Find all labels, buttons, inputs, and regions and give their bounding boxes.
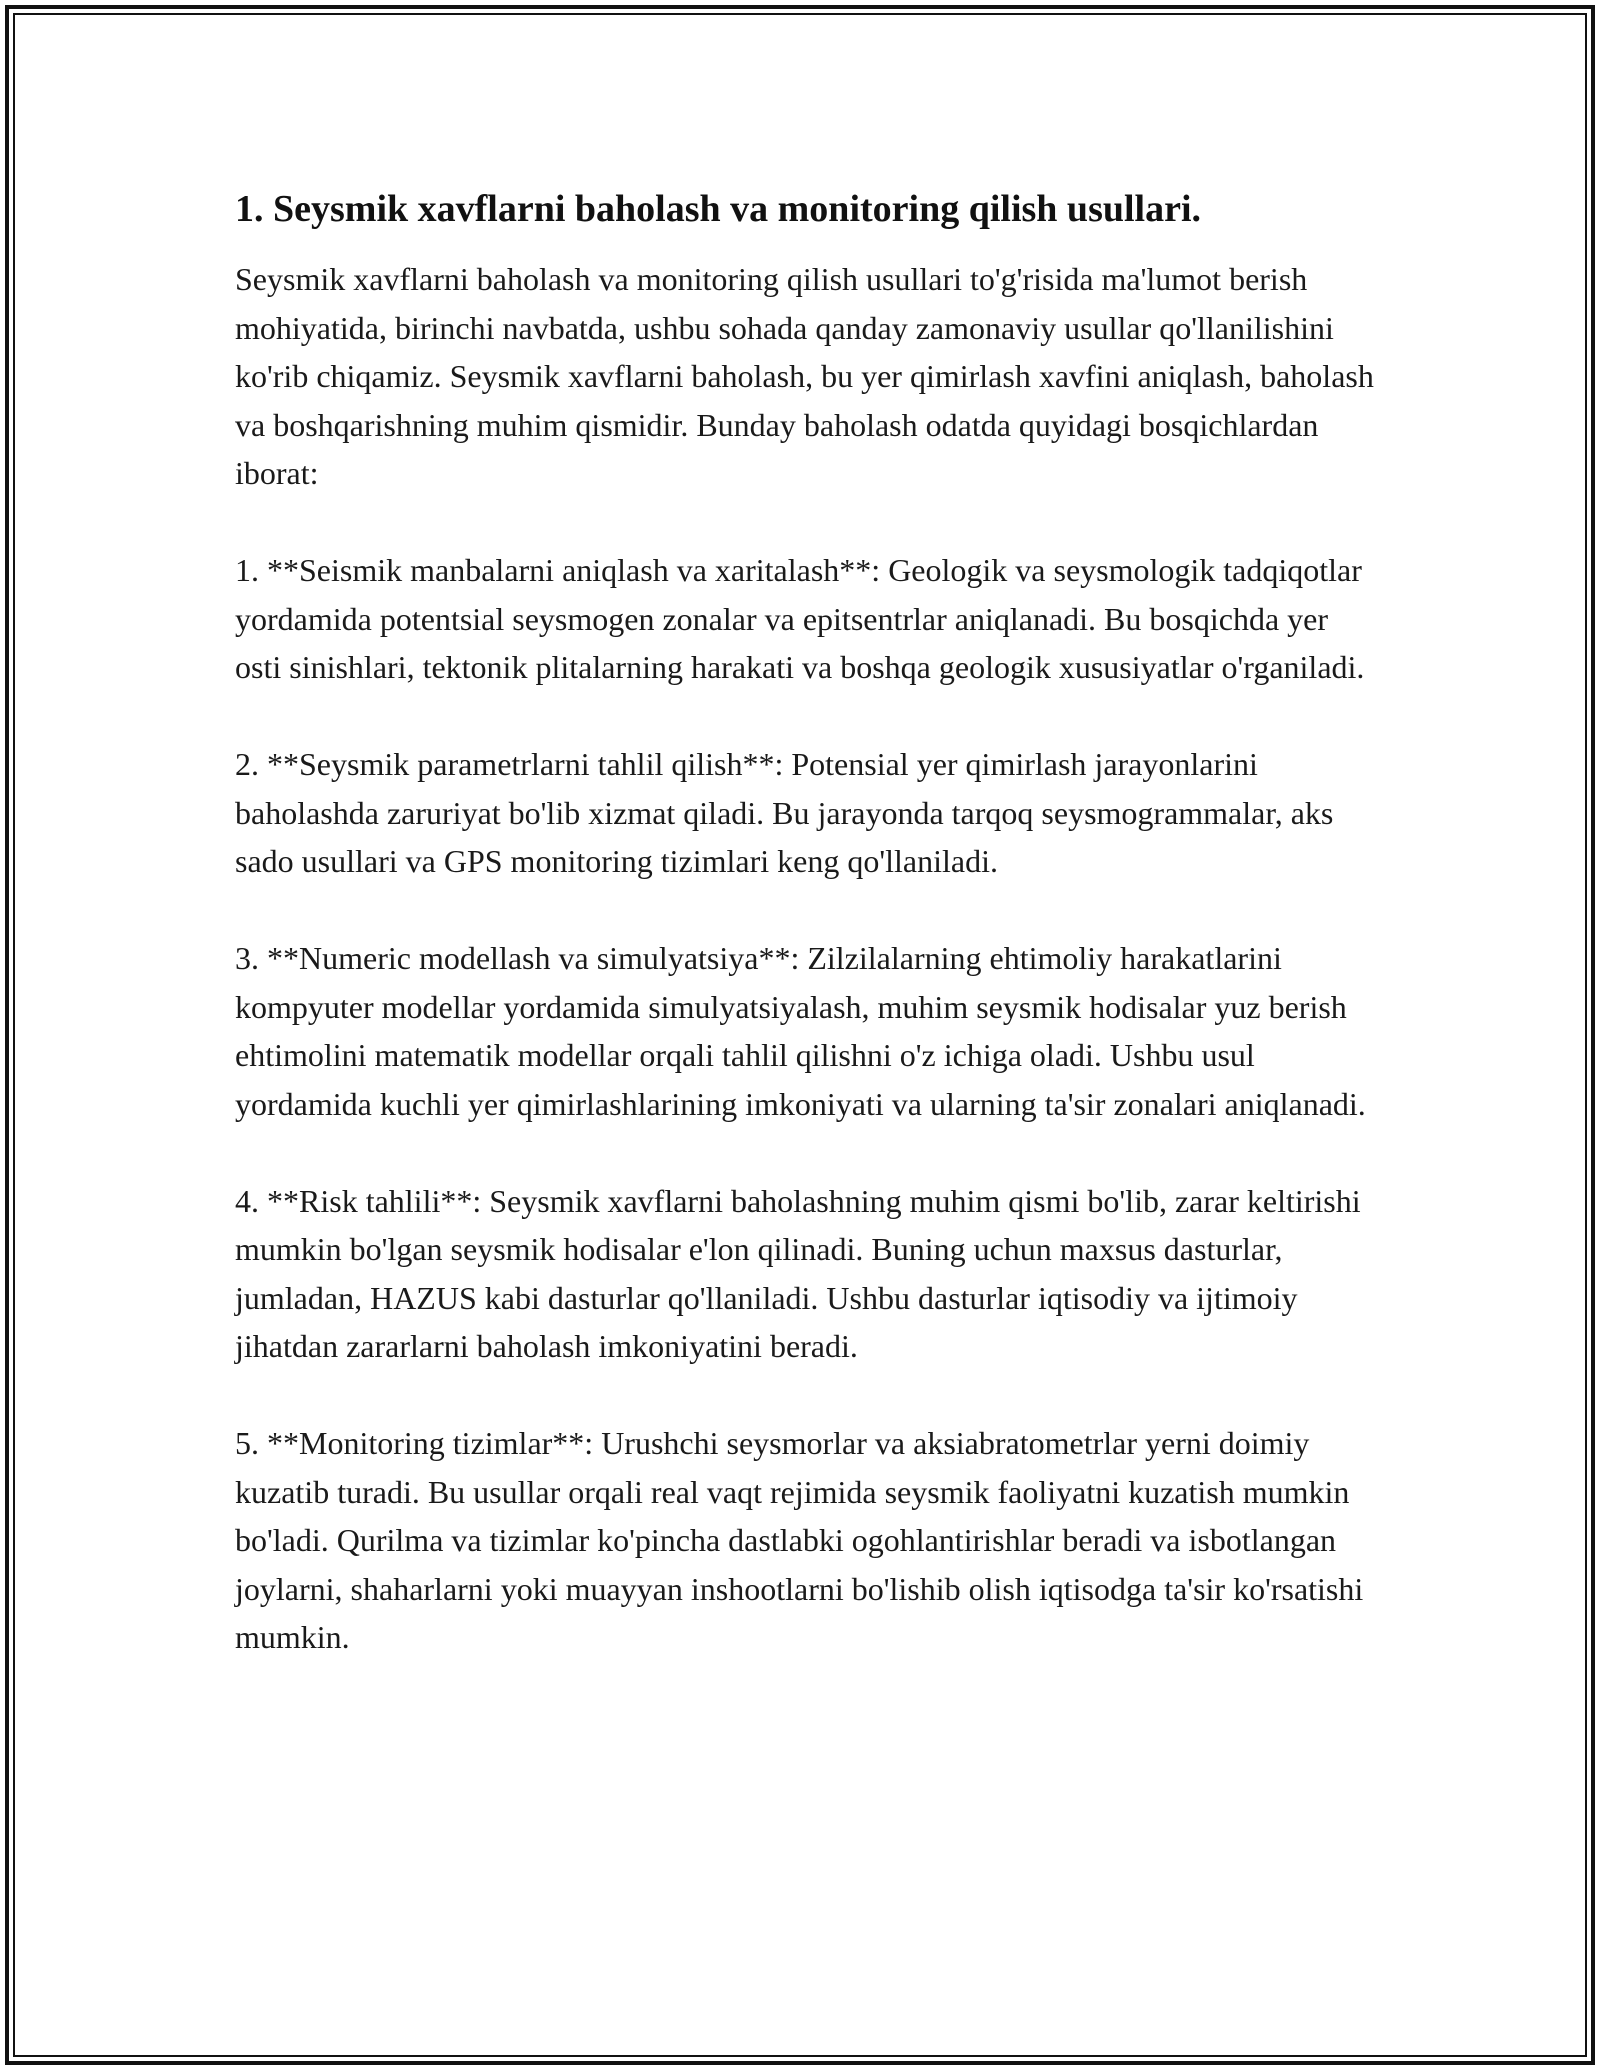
list-item-4-paragraph: 4. **Risk tahlili**: Seysmik xavflarni baholashning muhim qismi bo'lib, zarar keltirishi mumkin bo'lgan seysmik hodisalar e'lon qilinadi. Buning uchun maxsus dasturlar, jumladan, HAZUS kabi dasturlar qo'llaniladi. Ushbu dasturlar iqtisodiy va ijtimoiy jihatdan zararlarni baholash imkoniyatini beradi.	[235, 1182, 1361, 1364]
document-heading: 1. Seysmik xavflarni baholash va monitoring qilish usullari.	[235, 188, 1202, 230]
list-item-2-paragraph: 2. **Seysmik parametrlarni tahlil qilish**: Potensial yer qimirlash jarayonlarini baholashda zaruriyat bo'lib xizmat qiladi. Bu jarayonda tarqoq seysmogrammalar, aks sado usullari va GPS monitoring tizimlari keng qo'llaniladi.	[235, 746, 1334, 879]
list-item-3-paragraph: 3. **Numeric modellash va simulyatsiya**: Zilzilalarning ehtimoliy harakatlarini kompyuter modellar yordamida simulyatsiyalash, muhim seysmik hodisalar yuz berish ehtimolini matematik modellar orqali tahlil qilishni o'z ichiga oladi. Ushbu usul yordamida kuchli yer qimirlashlarining imkoniyati va ularning ta'sir zonalari aniqlanadi.	[235, 940, 1366, 1122]
intro-paragraph: Seysmik xavflarni baholash va monitoring qilish usullari to'g'risida ma'lumot berish mohiyatida, birinchi navbatda, ushbu sohada qanday zamonaviy usullar qo'llanilishini ko'rib chiqamiz. Seysmik xavflarni baholash, bu yer qimirlash xavfini aniqlash, baholash va boshqarishning muhim qismidir. Bunday baholash odatda quyidagi bosqichlardan iborat:	[235, 261, 1374, 491]
list-item-5-paragraph: 5. **Monitoring tizimlar**: Urushchi seysmorlar va aksiabratometrlar yerni doimiy kuzatib turadi. Bu usullar orqali real vaqt rejimida seysmik faoliyatni kuzatish mumkin bo'ladi. Qurilma va tizimlar ko'pincha dastlabki ogohlantirishlar beradi va isbotlangan joylarni, shaharlarni yoki muayyan inshootlarni bo'lishib olish iqtisodga ta'sir ko'rsatishi mumkin.	[235, 1425, 1364, 1655]
list-item-1-paragraph: 1. **Seismik manbalarni aniqlash va xaritalash**: Geologik va seysmologik tadqiqotlar yordamida potentsial seysmogen zonalar va epitsentrlar aniqlanadi. Bu bosqichda yer osti sinishlari, tektonik plitalarning harakati va boshqa geologik xususiyatlar o'rganiladi.	[235, 552, 1365, 685]
document-body	[235, 185, 1375, 1662]
